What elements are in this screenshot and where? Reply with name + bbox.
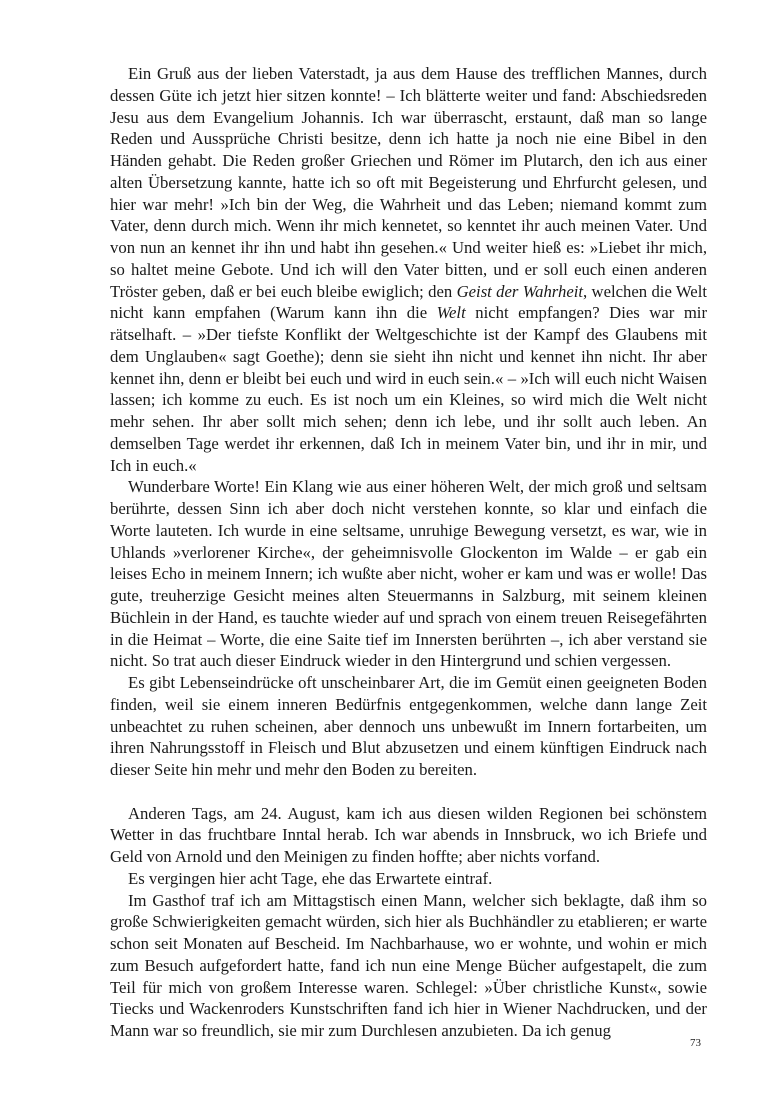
text-run: Wunderbare Worte! Ein Klang wie aus einer höheren Welt, der mich groß und seltsam berührte, dessen Sinn ich aber doch nicht verstehen konnte, so klar und einfach die Worte lauteten. Ich wurde in eine seltsame, unruhige Bewegung versetzt, es war, wie in Uhlands »verlorener Kirche«, der geheimnisvolle Glockenton im Walde – er gab ein leises Echo in meinem Innern; ich wußte aber nicht, woher er kam und was er wolle! Das gute, treuherzige Gesicht meines alten Steuermanns in Salzburg, mit seinem kleinen Büchlein in der Hand, es tauchte wieder auf und sprach von einem treuen Reisegefährten in die Heimat – Worte, die eine Saite tief im Innersten berührten –, ich aber verstand sie nicht. So trat auch dieser Eindruck wieder in den Hintergrund und schien vergessen. xyxy=(110,477,707,671)
text-run: Ein Gruß aus der lieben Vaterstadt, ja aus dem Hause des trefflichen Mannes, durch dessen Güte ich jetzt hier sitzen konnte! – Ich blätterte weiter und fand: Abschiedsreden Jesu aus dem Evangelium Johannis. Ich war überrascht, erstaunt, daß man so lange Reden und Aussprüche Christi besitze, denn ich hatte ja noch nie eine Bibel in den Händen gehabt. Die Reden großer Griechen und Römer im Plutarch, den ich aus einer alten Übersetzung kannte, hatte ich so oft mit Begeisterung und Ehrfurcht gelesen, und hier war mehr! »Ich bin der Weg, die Wahrheit und das Leben; niemand kommt zum Vater, denn durch mich. Wenn ihr mich kennetet, so kenntet ihr auch meinen Vater. Und von nun an kennet ihr ihn und habt ihn gesehen.« Und weiter hieß es: »Liebet ihr mich, so haltet meine Gebote. Und ich will den Vater bitten, und er soll euch einen anderen Tröster geben, daß er bei euch bleibe ewiglich; den xyxy=(110,64,707,301)
paragraph-wunderbare-worte xyxy=(110,476,707,672)
italic-text-run: Welt xyxy=(436,303,466,323)
text-run: Es vergingen hier acht Tage, ehe das Erwartete eintraf. xyxy=(128,868,493,888)
text-run: , welchen die Welt nicht kann empfahen (Warum kann ihn die xyxy=(110,281,707,323)
page-number: 73 xyxy=(690,1037,701,1049)
body-text xyxy=(110,63,707,1042)
italic-text-run: Geist der Wahrheit xyxy=(456,281,584,301)
paragraph-innsbruck xyxy=(110,803,707,868)
text-run: Anderen Tags, am 24. August, kam ich aus diesen wilden Regionen bei schönstem Wetter in das fruchtbare Inntal herab. Ich war abends in Innsbruck, wo ich Briefe und Geld von Arnold und den Meinigen zu finden hoffte; aber nichts vorfand. xyxy=(110,803,707,866)
paragraph-acht-tage xyxy=(110,868,707,890)
text-run: Im Gasthof traf ich am Mittagstisch einen Mann, welcher sich beklagte, daß ihm so große Schwierigkeiten gemacht würden, sich hier als Buchhändler zu etablieren; er warte schon seit Monaten auf Bescheid. Im Nachbarhause, wo er wohnte, und wohin er mich zum Besuch aufgefordert hatte, fand ich nun eine Menge Bücher aufgestapelt, die zum Teil für mich von großem Interesse waren. Schlegel: »Über christliche Kunst«, sowie Tiecks und Wackenroders Kunstschriften fand ich hier in Wiener Nachdrucken, und der Mann war so freundlich, sie mir zum Durchlesen anzubieten. Da ich genug xyxy=(110,890,707,1040)
paragraph-abschiedsreden xyxy=(110,63,707,476)
text-run: Es gibt Lebenseindrücke oft unscheinbarer Art, die im Gemüt einen geeigneten Boden finden, weil sie einem inneren Bedürfnis entgegenkommen, welche dann lange Zeit unbeachtet zu ruhen scheinen, aber dennoch uns unbewußt im Innern fortarbeiten, um ihren Nahrungsstoff in Fleisch und Blut abzusetzen und einem künftigen Eindruck nach dieser Seite hin mehr und mehr den Boden zu bereiten. xyxy=(110,673,707,779)
paragraph-lebenseindruecke xyxy=(110,672,707,781)
paragraph-gasthof xyxy=(110,890,707,1042)
text-run: nicht empfangen? Dies war mir rätselhaft. – »Der tiefste Konflikt der Weltgeschichte ist der Kampf des Glaubens mit dem Unglauben« sagt Goethe); denn sie sieht ihn nicht und kennet ihn nicht. Ihr aber kennet ihn, denn er bleibt bei euch und wird in euch sein.« – »Ich will euch nicht Waisen lassen; ich komme zu euch. Es ist noch um ein Kleines, so wird mich die Welt nicht mehr sehen. Ihr aber sollt mich sehen; denn ich lebe, und ihr sollt auch leben. An demselben Tage werdet ihr erkennen, daß Ich in meinem Vater bin, und ihr in mir, und Ich in euch.« xyxy=(110,303,708,475)
